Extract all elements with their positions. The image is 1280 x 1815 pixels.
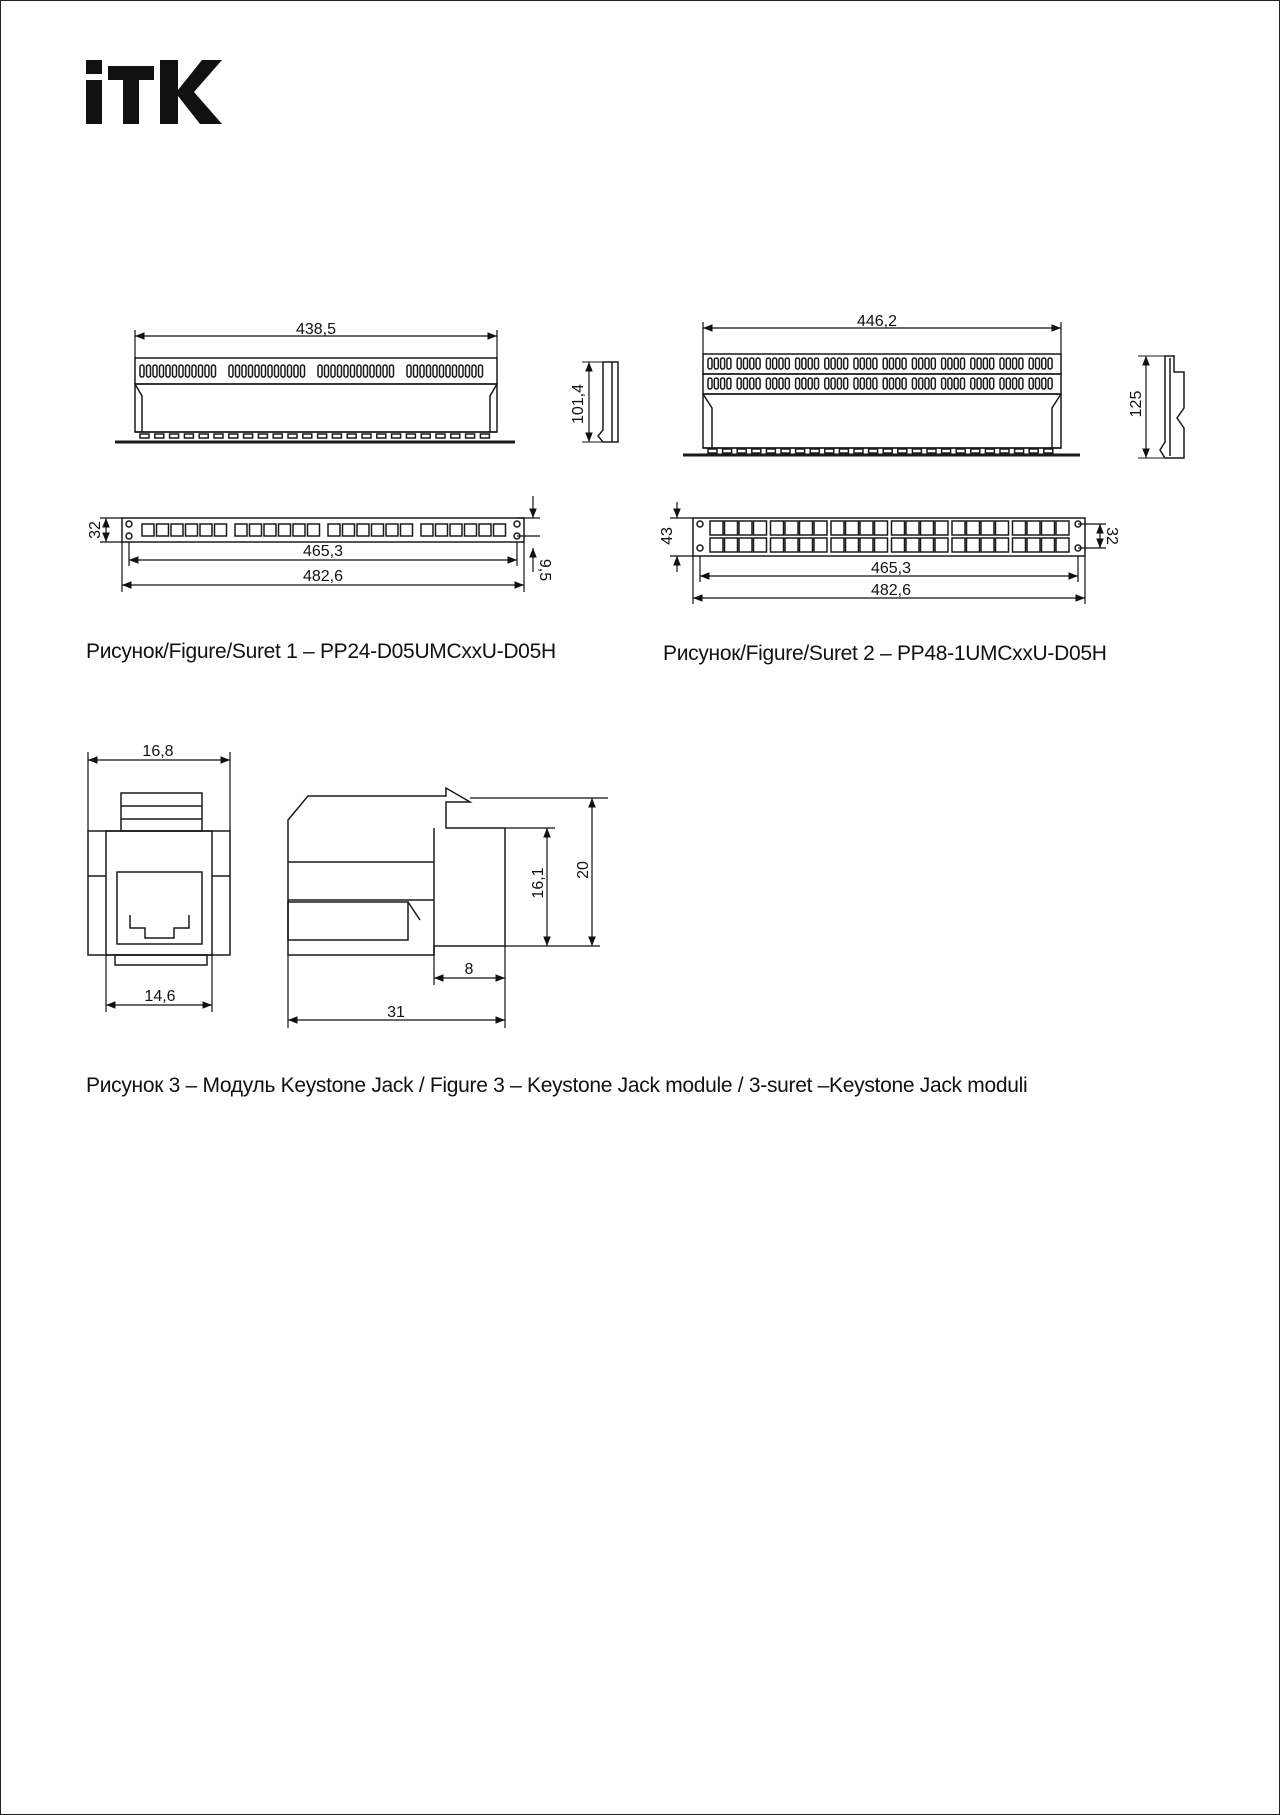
figure2-inner-width-label: 465,3	[870, 560, 912, 577]
figure1-inner-width-label: 465,3	[302, 543, 344, 560]
figure1-outer-width-label: 482,6	[302, 568, 344, 585]
figure2-outer-width-label: 482,6	[870, 582, 912, 599]
figure3-side-height-outer-label: 20	[575, 861, 592, 879]
figure1-hole-pitch-label: 9,5	[536, 558, 553, 582]
itk-logo	[86, 60, 222, 124]
figure2-top-width-label: 446,2	[856, 313, 898, 330]
figure3-side-height-inner-label: 16,1	[530, 867, 547, 899]
figure1-caption: Рисунок/Figure/Suret 1 – PP24-D05UMCxxU-D05H	[86, 640, 556, 663]
figure2-caption: Рисунок/Figure/Suret 2 – PP48-1UMCxxU-D05H	[663, 642, 1107, 665]
figure3-front-top-width-label: 16,8	[142, 743, 174, 760]
figure3-side-step-label: 8	[464, 961, 474, 978]
figure2-front-height-left-label: 43	[659, 527, 676, 545]
figure2-side-height-label: 125	[1128, 390, 1145, 418]
figure3-caption: Рисунок 3 – Модуль Keystone Jack / Figure 3 – Keystone Jack module / 3-suret –Keystone Jack moduli	[86, 1074, 1028, 1097]
figure2-front-height-right-label: 32	[1103, 527, 1120, 545]
figure3-side-length-label: 31	[387, 1004, 405, 1021]
figure1-side-height-label: 101,4	[570, 383, 587, 425]
figure1-top-width-label: 438,5	[295, 321, 337, 338]
figure1-front-height-label: 32	[87, 521, 104, 539]
figure3-front-bottom-width-label: 14,6	[144, 988, 176, 1005]
